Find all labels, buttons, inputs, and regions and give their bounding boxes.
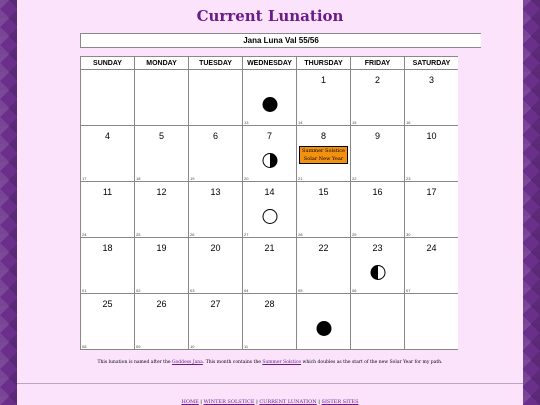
weekday-header: TUESDAY xyxy=(189,57,243,70)
secondary-day-number: 15 xyxy=(352,120,357,125)
calendar-day-cell xyxy=(135,294,189,350)
secondary-day-number: 25 xyxy=(136,232,141,237)
weekday-header-row xyxy=(81,57,459,70)
secondary-day-number: 30 xyxy=(406,232,411,237)
day-number: 21 xyxy=(264,243,275,253)
secondary-day-number: 20 xyxy=(244,176,249,181)
weekday-header: WEDNESDAY xyxy=(243,57,297,70)
footer-link-winter-solstice[interactable]: WINTER SOLSTICE xyxy=(203,399,255,405)
footer-link-home[interactable]: HOME xyxy=(181,399,199,405)
calendar-day-cell xyxy=(189,126,243,182)
calendar-day-cell xyxy=(243,238,297,294)
calendar-day-cell xyxy=(351,126,405,182)
day-number: 10 xyxy=(426,131,437,141)
day-number: 13 xyxy=(210,187,221,197)
content-panel xyxy=(17,0,523,405)
summer-solstice-link[interactable]: Summer Solstice xyxy=(262,360,302,365)
calendar-day-cell xyxy=(351,238,405,294)
footer-separator: | xyxy=(198,399,204,405)
calendar-day-cell xyxy=(405,294,459,350)
secondary-day-number: 17 xyxy=(82,176,87,181)
secondary-day-number: 04 xyxy=(244,288,249,293)
day-number: 20 xyxy=(210,243,221,253)
day-number: 16 xyxy=(372,187,383,197)
calendar-day-cell xyxy=(135,182,189,238)
calendar-day-cell xyxy=(351,294,405,350)
secondary-day-number: 05 xyxy=(298,288,303,293)
day-number: 8 xyxy=(320,131,326,141)
secondary-day-number: 09 xyxy=(136,344,141,349)
footer-link-current-lunation[interactable]: CURRENT LUNATION xyxy=(259,399,317,405)
secondary-day-number: 18 xyxy=(136,176,141,181)
secondary-day-number: 02 xyxy=(136,288,141,293)
calendar-day-cell xyxy=(189,70,243,126)
calendar-day-cell xyxy=(297,238,351,294)
secondary-day-number: 10 xyxy=(190,344,195,349)
calendar-day-cell xyxy=(81,70,135,126)
calendar-day-cell xyxy=(189,182,243,238)
calendar-name: Jana Luna Val 55/56 xyxy=(80,33,481,48)
secondary-day-number: 21 xyxy=(298,176,303,181)
calendar-day-cell xyxy=(405,70,459,126)
day-number: 26 xyxy=(156,299,167,309)
calendar-day-cell xyxy=(243,70,297,126)
calendar-day-cell xyxy=(243,294,297,350)
first-moon-icon xyxy=(262,153,277,168)
lunation-note xyxy=(17,360,523,365)
day-number: 25 xyxy=(102,299,113,309)
calendar-event[interactable] xyxy=(299,146,348,164)
note-text: . This month contains the xyxy=(202,360,263,365)
calendar-week-row xyxy=(81,294,459,350)
secondary-day-number: 11 xyxy=(244,344,249,349)
calendar-day-cell xyxy=(405,126,459,182)
day-number: 27 xyxy=(210,299,221,309)
calendar-day-cell xyxy=(81,238,135,294)
event-line: Solar New Year xyxy=(303,156,344,162)
footer-separator: | xyxy=(254,399,260,405)
calendar-day-cell xyxy=(189,294,243,350)
footer-divider xyxy=(17,383,523,384)
calendar-day-cell xyxy=(297,126,351,182)
day-number: 9 xyxy=(374,131,380,141)
secondary-day-number: 22 xyxy=(352,176,357,181)
day-number: 22 xyxy=(318,243,329,253)
weekday-header: MONDAY xyxy=(135,57,189,70)
weekday-header: SUNDAY xyxy=(81,57,135,70)
secondary-day-number: 19 xyxy=(190,176,195,181)
day-number: 19 xyxy=(156,243,167,253)
event-line: Summer Solstice xyxy=(301,148,346,154)
day-number: 12 xyxy=(156,187,167,197)
secondary-day-number: 27 xyxy=(244,232,249,237)
secondary-day-number: 24 xyxy=(82,232,87,237)
page-title: Current Lunation xyxy=(196,7,344,25)
weekday-header: FRIDAY xyxy=(351,57,405,70)
new-moon-icon xyxy=(316,321,331,336)
calendar-day-cell xyxy=(243,126,297,182)
calendar-day-cell xyxy=(81,182,135,238)
calendar-day-cell xyxy=(243,182,297,238)
calendar-week-row xyxy=(81,182,459,238)
weekday-header: SATURDAY xyxy=(405,57,459,70)
calendar-day-cell xyxy=(297,70,351,126)
secondary-day-number: 26 xyxy=(190,232,195,237)
secondary-day-number: 16 xyxy=(406,120,411,125)
calendar-day-cell xyxy=(351,182,405,238)
day-number: 7 xyxy=(266,131,272,141)
day-number: 6 xyxy=(212,131,218,141)
footer-separator: | xyxy=(316,399,322,405)
note-text: This lunation is named after the xyxy=(97,360,172,365)
day-number: 5 xyxy=(158,131,164,141)
goddess-jana-link[interactable]: Goddess Jana xyxy=(172,360,203,365)
day-number: 23 xyxy=(372,243,383,253)
calendar-day-cell xyxy=(135,70,189,126)
secondary-day-number: 07 xyxy=(406,288,411,293)
day-number: 18 xyxy=(102,243,113,253)
secondary-day-number: 28 xyxy=(298,232,303,237)
day-number: 14 xyxy=(264,187,275,197)
day-number: 2 xyxy=(374,75,380,85)
calendar-week-row xyxy=(81,126,459,182)
day-number: 17 xyxy=(426,187,437,197)
day-number: 4 xyxy=(104,131,110,141)
secondary-day-number: 23 xyxy=(406,176,411,181)
calendar-day-cell xyxy=(297,294,351,350)
calendar-week-row xyxy=(81,70,459,126)
day-number: 24 xyxy=(426,243,437,253)
secondary-day-number: 06 xyxy=(352,288,357,293)
last-moon-icon xyxy=(370,265,385,280)
new-moon-icon xyxy=(262,97,277,112)
calendar-day-cell xyxy=(135,126,189,182)
secondary-day-number: 01 xyxy=(82,288,87,293)
weekday-header: THURSDAY xyxy=(297,57,351,70)
calendar-day-cell xyxy=(405,182,459,238)
footer-link-sister-sites[interactable]: SISTER SITES xyxy=(321,399,359,405)
secondary-day-number: 29 xyxy=(352,232,357,237)
day-number: 28 xyxy=(264,299,275,309)
calendar-day-cell xyxy=(81,294,135,350)
calendar-day-cell xyxy=(351,70,405,126)
day-number: 15 xyxy=(318,187,329,197)
footer-nav xyxy=(17,399,523,405)
day-number: 1 xyxy=(320,75,326,85)
lunation-calendar xyxy=(80,56,458,350)
calendar-day-cell xyxy=(189,238,243,294)
secondary-day-number: 14 xyxy=(298,120,303,125)
day-number: 11 xyxy=(102,187,113,197)
calendar-week-row xyxy=(81,238,459,294)
secondary-day-number: 08 xyxy=(82,344,87,349)
calendar-day-cell xyxy=(297,182,351,238)
full-moon-icon xyxy=(262,209,277,224)
secondary-day-number: 03 xyxy=(190,288,195,293)
note-text: which doubles as the start of the new Solar Year for my path. xyxy=(301,360,443,365)
calendar-day-cell xyxy=(405,238,459,294)
secondary-day-number: 13 xyxy=(244,120,249,125)
day-number: 3 xyxy=(428,75,434,85)
calendar-day-cell xyxy=(81,126,135,182)
calendar-day-cell xyxy=(135,238,189,294)
